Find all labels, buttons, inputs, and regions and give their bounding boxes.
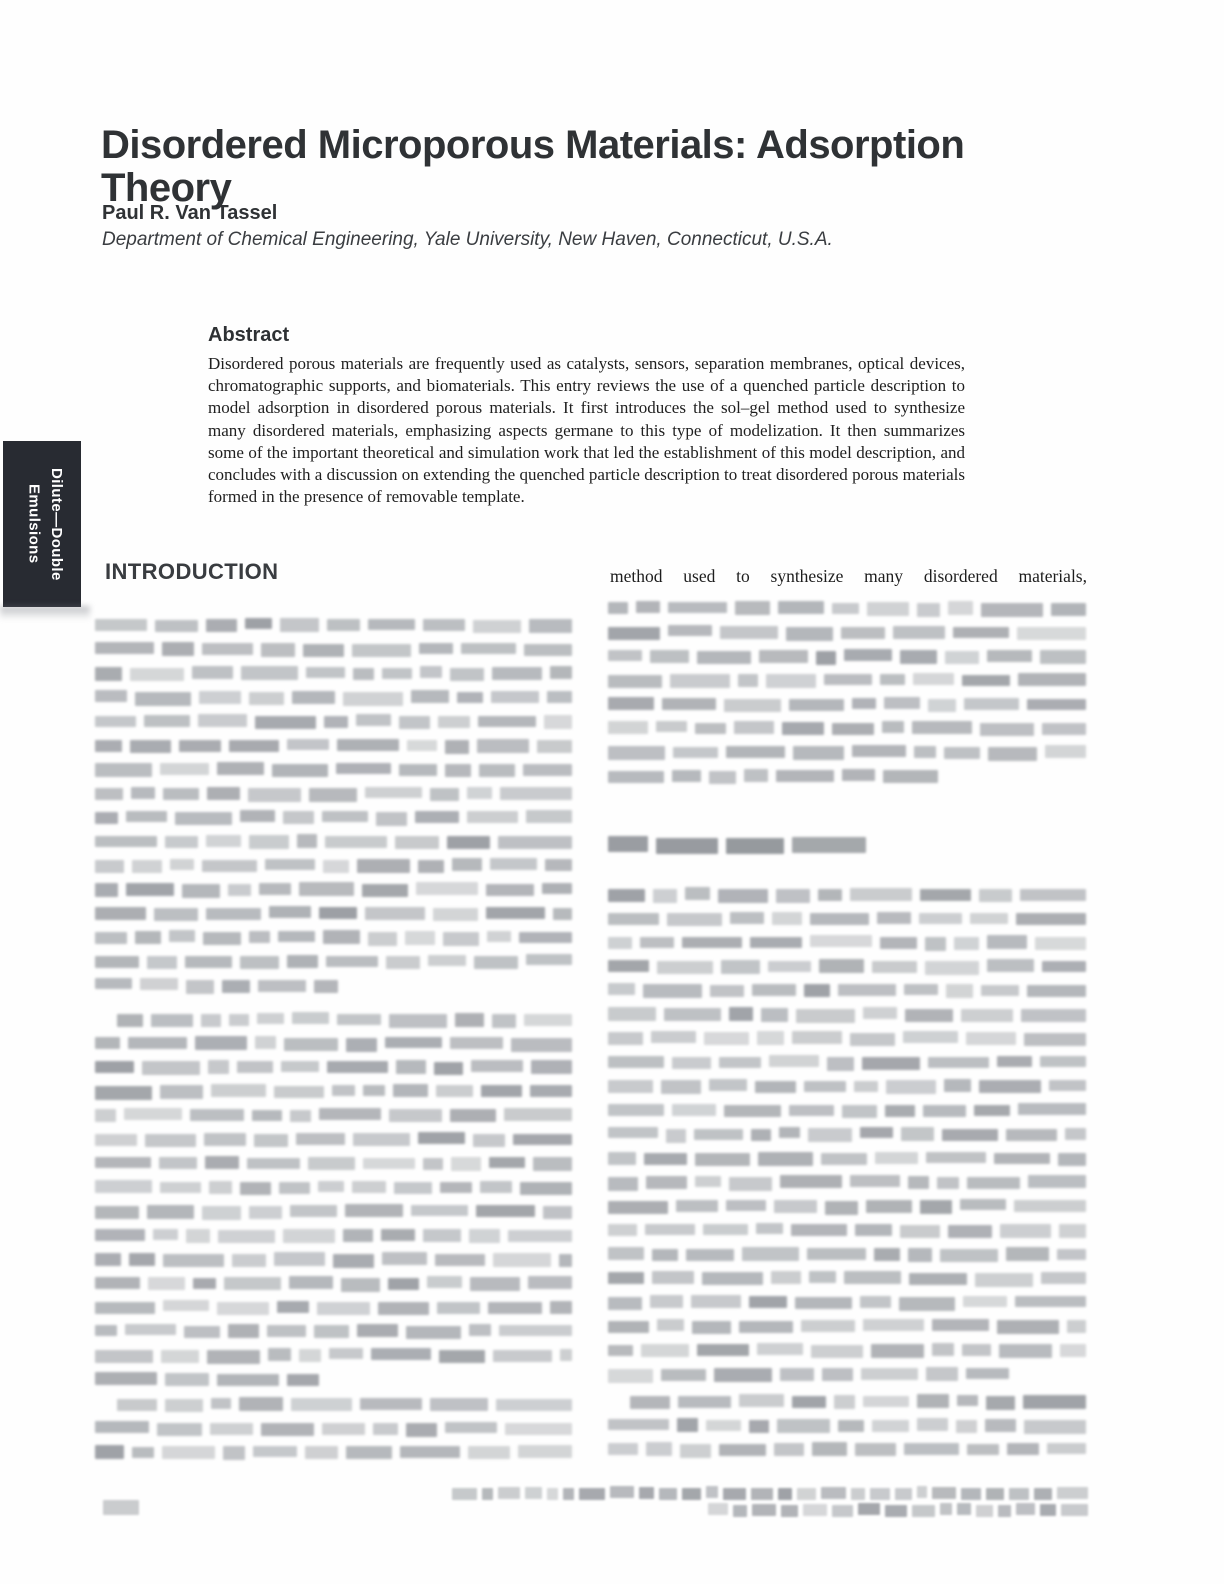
blurred-text-line — [95, 1348, 572, 1364]
blurred-text-line — [608, 1319, 1086, 1334]
blurred-text-line — [95, 906, 572, 921]
blurred-text-line — [95, 1156, 572, 1171]
blurred-text-line — [95, 786, 572, 802]
blurred-text-line — [608, 1055, 1086, 1071]
blurred-text-line — [95, 858, 572, 873]
blurred-text-line — [117, 1397, 572, 1412]
blurred-text-line — [608, 673, 1086, 688]
blurred-text-line — [95, 1300, 572, 1315]
blurred-text-line — [95, 810, 572, 826]
blurred-text-line — [608, 887, 1086, 903]
blurred-text-line — [608, 983, 1086, 998]
blurred-text-line — [95, 1204, 572, 1220]
blurred-text-line — [117, 1012, 572, 1028]
blurred-text-line — [608, 1127, 1086, 1143]
edge-tab-shadow — [0, 606, 90, 620]
blurred-text-line — [95, 762, 572, 777]
blurred-text-line — [95, 1252, 572, 1268]
blurred-text-line — [608, 1343, 1086, 1358]
blurred-text-line — [608, 601, 1086, 617]
author-affiliation: Department of Chemical Engineering, Yale University, New Haven, Connecticut, U.S.A. — [102, 229, 833, 250]
blurred-text-line — [95, 1084, 572, 1100]
blurred-text-line — [608, 1007, 1086, 1023]
blurred-text-line — [103, 1499, 139, 1515]
abstract-heading: Abstract — [208, 324, 290, 346]
blurred-text-line — [95, 978, 338, 994]
blurred-text-line — [608, 1223, 1086, 1238]
blurred-text-line — [608, 769, 938, 784]
blurred-text-line — [608, 625, 1086, 641]
blurred-text-line — [95, 1108, 572, 1122]
author-name: Paul R. Van Tassel — [102, 202, 278, 224]
section-edge-tab — [3, 441, 81, 607]
blurred-text-line — [608, 1367, 1010, 1383]
blurred-text-line — [608, 1079, 1086, 1094]
blurred-section-heading — [608, 836, 866, 854]
blurred-text-line — [608, 1271, 1086, 1287]
blurred-text-line — [95, 834, 572, 849]
edge-tab-line2: Emulsions — [25, 484, 43, 564]
blurred-text-line — [608, 649, 1086, 665]
blurred-text-line — [95, 1445, 572, 1460]
blurred-text-line — [608, 1103, 1086, 1118]
blurred-text-line — [95, 1036, 572, 1052]
right-column-first-line: method used to synthesize many disordered materials, — [610, 566, 1087, 586]
blurred-text-line — [708, 1503, 1088, 1517]
blurred-text-line — [95, 1276, 572, 1292]
blurred-text-line — [95, 1372, 319, 1386]
blurred-text-line — [95, 1180, 572, 1195]
blurred-text-line — [95, 930, 572, 946]
blurred-text-line — [608, 745, 1086, 761]
blurred-text-line — [95, 1132, 572, 1147]
blurred-text-line — [95, 618, 572, 633]
blurred-text-line — [608, 697, 1086, 712]
blurred-text-line — [608, 911, 1086, 926]
blurred-text-line — [95, 690, 572, 706]
blurred-text-line — [95, 1228, 572, 1243]
blurred-text-line — [95, 954, 572, 969]
blurred-text-line — [95, 714, 572, 729]
blurred-text-line — [608, 1295, 1086, 1311]
blurred-text-line — [608, 1199, 1086, 1215]
blurred-text-line — [95, 1421, 572, 1437]
blurred-text-line — [608, 1418, 1086, 1434]
blurred-text-line — [452, 1486, 1088, 1500]
blurred-text-line — [608, 1442, 1086, 1458]
blurred-text-line — [608, 1031, 1086, 1046]
blurred-text-line — [95, 1060, 572, 1075]
blurred-text-line — [608, 1247, 1086, 1262]
blurred-text-line — [608, 1175, 1086, 1191]
abstract-section — [208, 324, 965, 508]
page-title: Disordered Microporous Materials: Adsorption Theory — [101, 123, 965, 211]
blurred-text-line — [95, 642, 572, 657]
blurred-text-line — [95, 1324, 572, 1339]
blurred-text-line — [608, 721, 1086, 736]
blurred-text-line — [630, 1394, 1086, 1410]
edge-tab-line1: Dilute—Double — [48, 467, 65, 581]
blurred-text-line — [608, 959, 1086, 975]
introduction-heading: INTRODUCTION — [105, 559, 279, 584]
blurred-text-line — [95, 738, 572, 754]
blurred-text-line — [608, 1151, 1086, 1166]
blurred-text-line — [95, 882, 572, 898]
blurred-text-line — [95, 666, 572, 681]
abstract-text: Disordered porous materials are frequently used as catalysts, sensors, separation membranes, optical devices, chromatographic supports, and biomaterials. This entry reviews the use of a quenched particle description to model adsorption in disordered porous materials. It first introduces the sol–gel method used to synthesize many disordered materials, emphasizing aspects germane to this type of modelization. It then summarizes some of the important theoretical and simulation work that led the establishment of this model description, and concludes with a discussion on extending the quenched particle description to treat disordered porous materials formed in the presence of removable template. — [208, 354, 965, 507]
blurred-text-line — [608, 935, 1086, 951]
